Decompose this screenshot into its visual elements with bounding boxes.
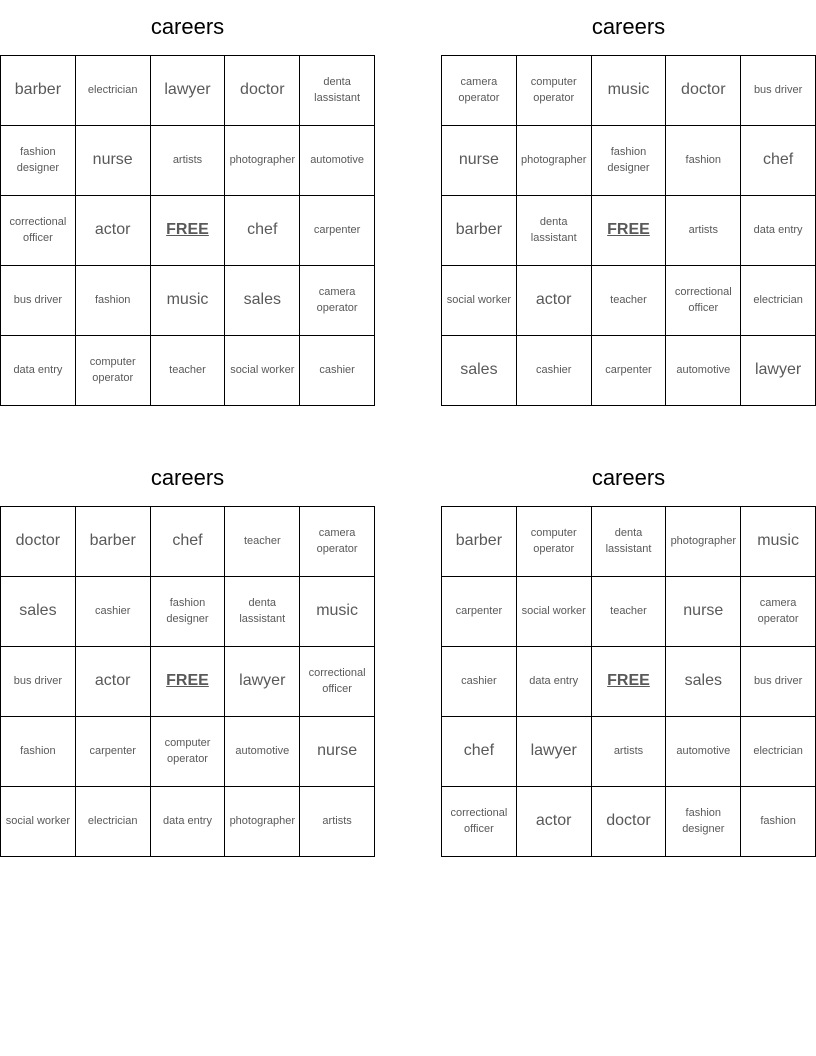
bingo-cell: fashion (666, 126, 741, 196)
bingo-cell: bus driver (741, 56, 816, 126)
bingo-card-1 (0, 0, 375, 406)
card-title-text: careers (591, 14, 666, 39)
bingo-cell: music (592, 56, 667, 126)
bingo-cell: computer operator (76, 336, 151, 406)
bingo-cell: carpenter (76, 717, 151, 787)
bingo-cell: social worker (225, 336, 300, 406)
bingo-cell: actor (76, 196, 151, 266)
bingo-cell: lawyer (517, 717, 592, 787)
bingo-cell: computer operator (151, 717, 226, 787)
bingo-cell: denta lassistant (517, 196, 592, 266)
bingo-cell: camera operator (300, 507, 375, 577)
bingo-cell: carpenter (300, 196, 375, 266)
bingo-cell: electrician (76, 787, 151, 857)
bingo-cell: computer operator (517, 56, 592, 126)
bingo-grid (0, 55, 375, 406)
bingo-cell: correctional officer (666, 266, 741, 336)
bingo-card-2 (441, 0, 816, 406)
bingo-cell: camera operator (300, 266, 375, 336)
bingo-cell: sales (666, 647, 741, 717)
bingo-cell: artists (666, 196, 741, 266)
bingo-cell: carpenter (592, 336, 667, 406)
bingo-cell: denta lassistant (592, 507, 667, 577)
bingo-cell: teacher (151, 336, 226, 406)
bingo-cell: electrician (76, 56, 151, 126)
bingo-cell: bus driver (1, 647, 76, 717)
bingo-cell: bus driver (1, 266, 76, 336)
bingo-cell: camera operator (741, 577, 816, 647)
bingo-cell: barber (442, 507, 517, 577)
bingo-cell: actor (76, 647, 151, 717)
bingo-cell: correctional officer (442, 787, 517, 857)
bingo-cell: fashion designer (1, 126, 76, 196)
bingo-cell: actor (517, 266, 592, 336)
bingo-cell: social worker (517, 577, 592, 647)
bingo-cell: automotive (225, 717, 300, 787)
bingo-cell: teacher (592, 266, 667, 336)
bingo-cell: carpenter (442, 577, 517, 647)
bingo-cell: computer operator (517, 507, 592, 577)
bingo-cell: photographer (517, 126, 592, 196)
bingo-cell: fashion designer (592, 126, 667, 196)
card-title (0, 451, 375, 506)
bingo-cell: chef (442, 717, 517, 787)
bingo-cell: chef (741, 126, 816, 196)
bingo-cell: lawyer (151, 56, 226, 126)
card-title-text: careers (150, 14, 225, 39)
bingo-cell: cashier (442, 647, 517, 717)
bingo-cell: chef (151, 507, 226, 577)
bingo-cell: bus driver (741, 647, 816, 717)
bingo-card-4 (441, 451, 816, 857)
bingo-cell: fashion (76, 266, 151, 336)
bingo-cell: automotive (666, 717, 741, 787)
bingo-cell: data entry (151, 787, 226, 857)
bingo-cell: photographer (225, 126, 300, 196)
bingo-cell: data entry (1, 336, 76, 406)
card-title (0, 0, 375, 55)
bingo-cell: actor (517, 787, 592, 857)
free-space-cell: FREE (592, 196, 667, 266)
bingo-cell: photographer (666, 507, 741, 577)
bingo-cell: data entry (741, 196, 816, 266)
bingo-cell: cashier (517, 336, 592, 406)
bingo-cell: automotive (666, 336, 741, 406)
bingo-cell: artists (300, 787, 375, 857)
bingo-cell: social worker (1, 787, 76, 857)
bingo-cell: music (300, 577, 375, 647)
bingo-cell: fashion (741, 787, 816, 857)
bingo-cell: sales (225, 266, 300, 336)
bingo-cell: nurse (442, 126, 517, 196)
bingo-cell: nurse (300, 717, 375, 787)
bingo-cell: chef (225, 196, 300, 266)
free-space-cell: FREE (151, 196, 226, 266)
bingo-cell: nurse (666, 577, 741, 647)
bingo-cell: barber (76, 507, 151, 577)
bingo-cell: correctional officer (300, 647, 375, 717)
bingo-cell: doctor (225, 56, 300, 126)
bingo-cell: social worker (442, 266, 517, 336)
bingo-cell: data entry (517, 647, 592, 717)
bingo-cell: teacher (225, 507, 300, 577)
bingo-cell: sales (1, 577, 76, 647)
bingo-grid (441, 55, 816, 406)
bingo-cell: cashier (300, 336, 375, 406)
bingo-cell: doctor (666, 56, 741, 126)
bingo-cell: correctional officer (1, 196, 76, 266)
bingo-cell: fashion designer (151, 577, 226, 647)
bingo-cell: camera operator (442, 56, 517, 126)
bingo-cell: lawyer (741, 336, 816, 406)
bingo-cell: artists (592, 717, 667, 787)
bingo-cell: fashion designer (666, 787, 741, 857)
card-title (441, 451, 816, 506)
bingo-cell: fashion (1, 717, 76, 787)
bingo-cell: lawyer (225, 647, 300, 717)
card-title (441, 0, 816, 55)
bingo-grid (0, 506, 375, 857)
bingo-cell: barber (1, 56, 76, 126)
bingo-cell: electrician (741, 717, 816, 787)
bingo-cell: doctor (592, 787, 667, 857)
bingo-cell: cashier (76, 577, 151, 647)
bingo-cell: nurse (76, 126, 151, 196)
bingo-cell: doctor (1, 507, 76, 577)
free-space-cell: FREE (592, 647, 667, 717)
card-title-text: careers (591, 465, 666, 490)
bingo-card-3 (0, 451, 375, 857)
bingo-cell: sales (442, 336, 517, 406)
bingo-cell: music (741, 507, 816, 577)
bingo-cell: teacher (592, 577, 667, 647)
bingo-cell: automotive (300, 126, 375, 196)
bingo-cell: denta lassistant (225, 577, 300, 647)
bingo-cell: music (151, 266, 226, 336)
bingo-cell: artists (151, 126, 226, 196)
bingo-cell: barber (442, 196, 517, 266)
bingo-cell: denta lassistant (300, 56, 375, 126)
card-title-text: careers (150, 465, 225, 490)
bingo-grid (441, 506, 816, 857)
bingo-cell: electrician (741, 266, 816, 336)
free-space-cell: FREE (151, 647, 226, 717)
bingo-cell: photographer (225, 787, 300, 857)
